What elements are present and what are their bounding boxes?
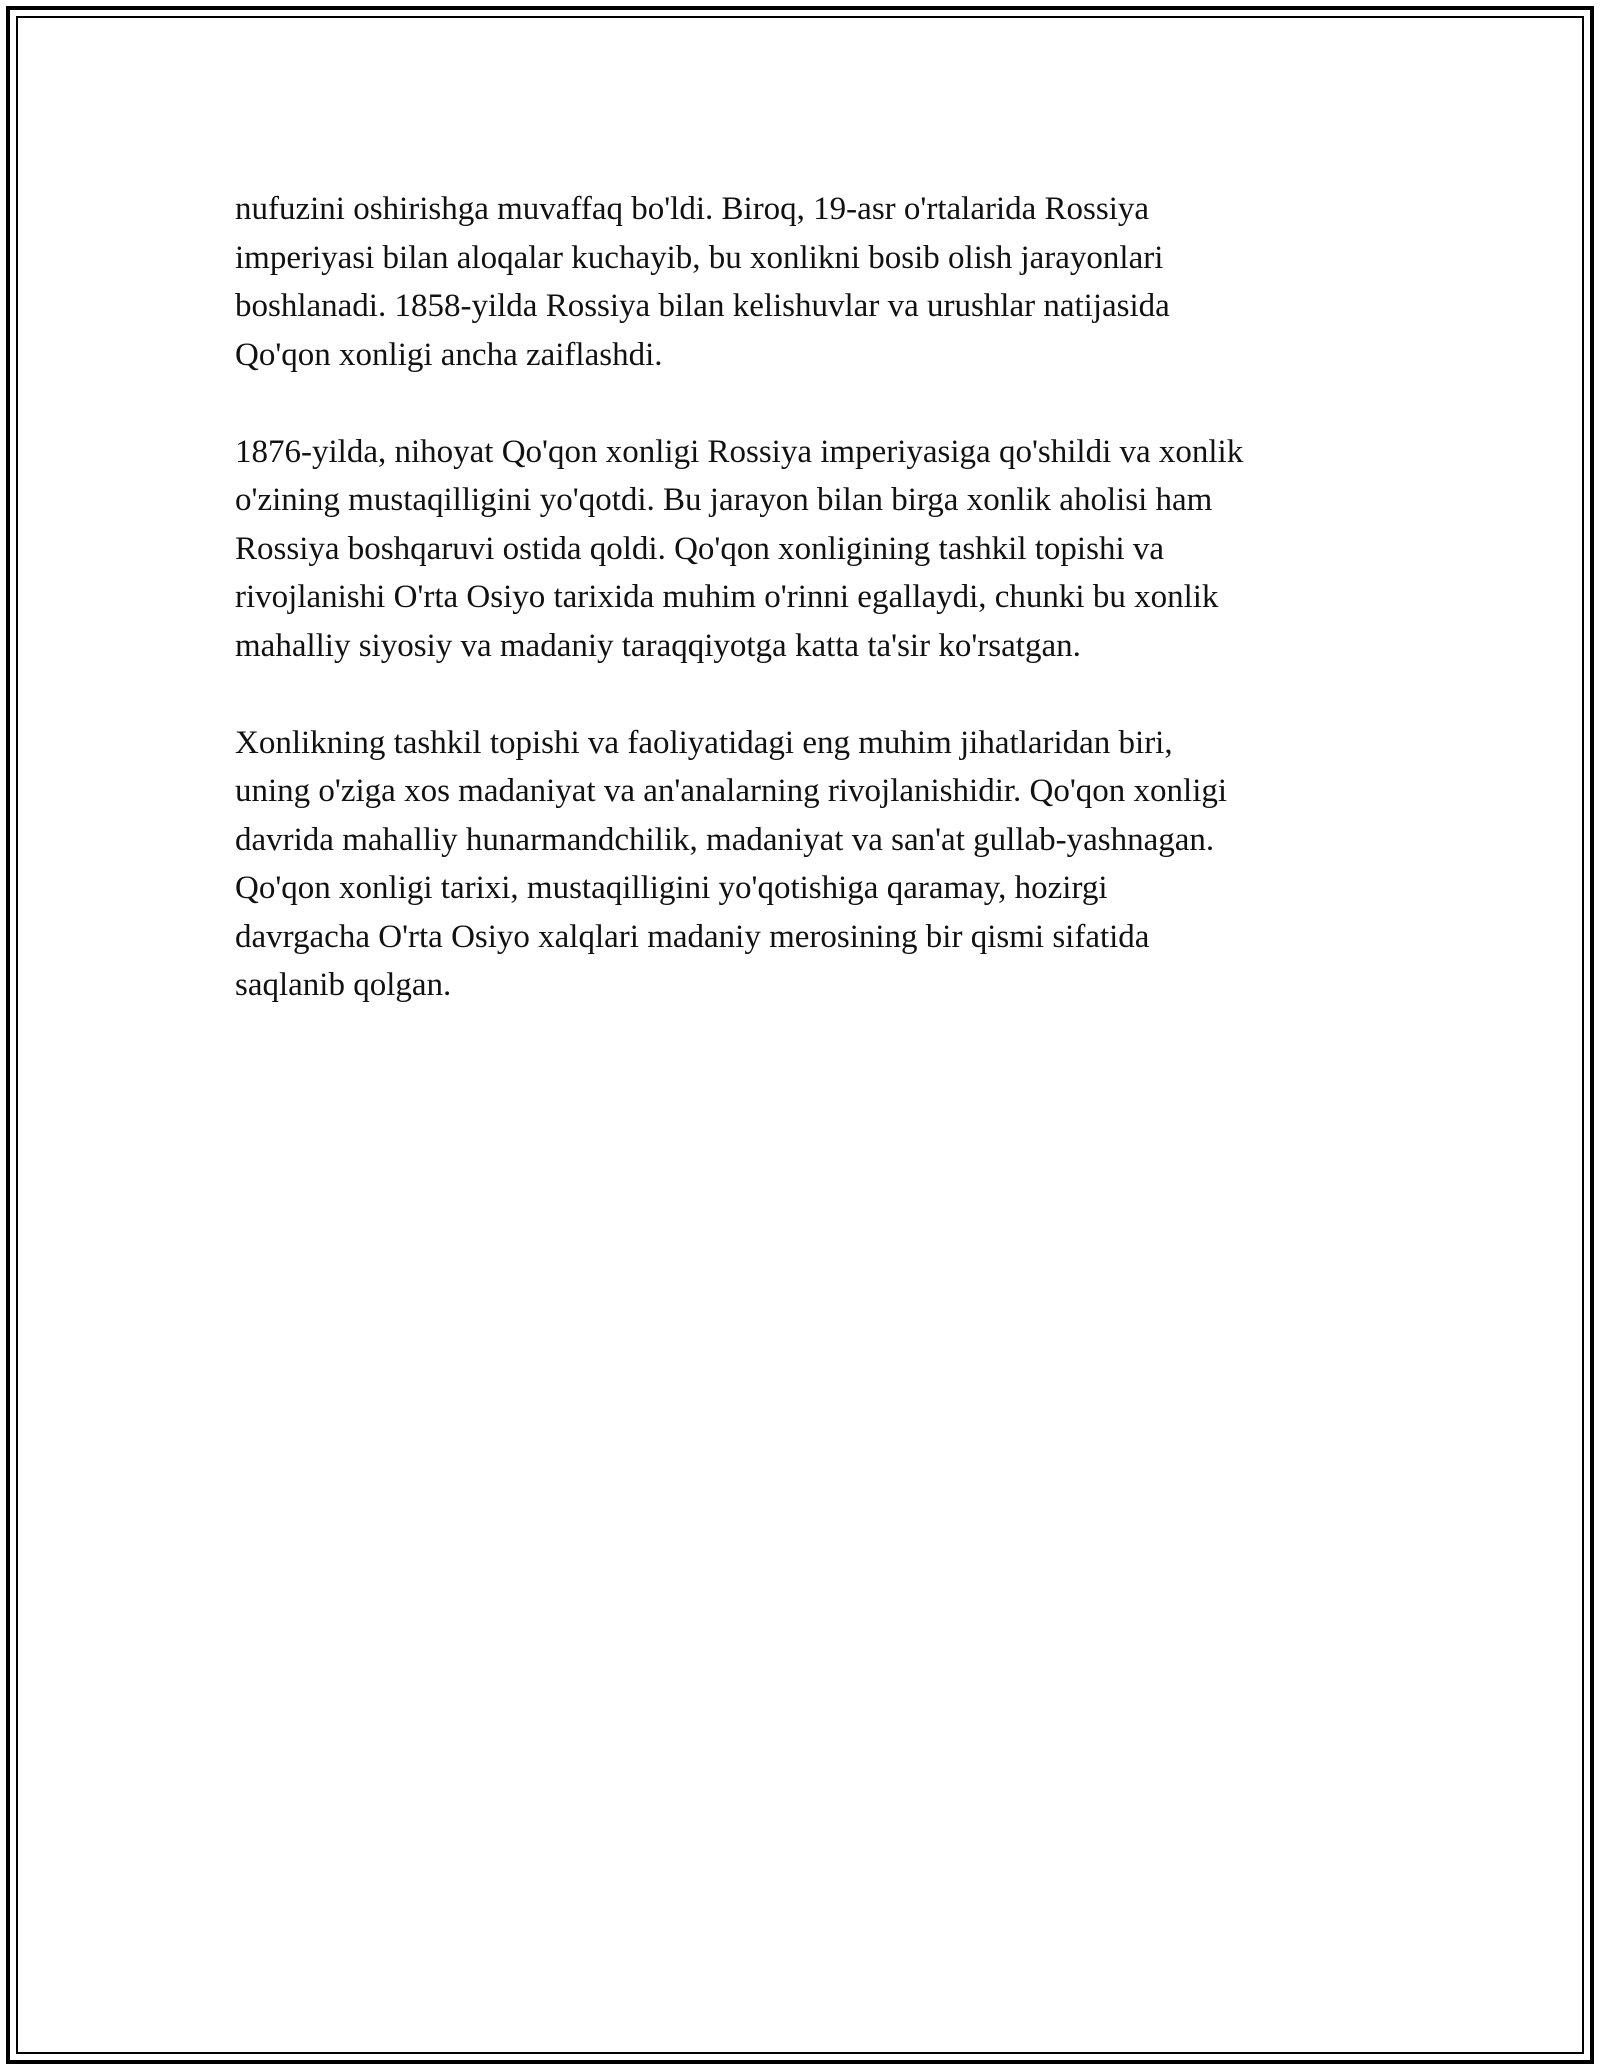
paragraph-2 xyxy=(235,428,1375,671)
text-line: Rossiya boshqaruvi ostida qoldi. Qo'qon xonligining tashkil topishi va xyxy=(235,530,1165,567)
text-line: uning o'ziga xos madaniyat va an'analarning rivojlanishidir. Qo'qon xonligi xyxy=(235,773,1228,809)
text-line: o'zining mustaqilligini yo'qotdi. Bu jarayon bilan birga xonlik aholisi ham xyxy=(235,482,1213,518)
paragraph-3 xyxy=(235,719,1375,1010)
text-line: Xonlikning tashkil topishi va faoliyatidagi eng muhim jihatlaridan biri, xyxy=(235,724,1173,761)
paragraph-1 xyxy=(235,185,1375,379)
text-line: rivojlanishi O'rta Osiyo tarixida muhim o'rinni egallaydi, chunki bu xonlik xyxy=(235,579,1219,615)
text-line: davrgacha O'rta Osiyo xalqlari madaniy merosining bir qismi sifatida xyxy=(235,918,1150,955)
text-line: boshlanadi. 1858-yilda Rossiya bilan kelishuvlar va urushlar natijasida xyxy=(235,288,1170,324)
document-body xyxy=(235,185,1375,1058)
text-line: mahalliy siyosiy va madaniy taraqqiyotga katta ta'sir ko'rsatgan. xyxy=(235,627,1081,664)
text-line: 1876-yilda, nihoyat Qo'qon xonligi Rossiya imperiyasiga qo'shildi va xonlik xyxy=(235,433,1244,470)
text-line: saqlanib qolgan. xyxy=(235,967,452,1003)
text-line: Qo'qon xonligi tarixi, mustaqilligini yo'qotishiga qaramay, hozirgi xyxy=(235,870,1108,906)
text-line: Qo'qon xonligi ancha zaiflashdi. xyxy=(235,336,663,373)
text-line: imperiyasi bilan aloqalar kuchayib, bu xonlikni bosib olish jarayonlari xyxy=(235,239,1164,276)
text-line: nufuzini oshirishga muvaffaq bo'ldi. Biroq, 19-asr o'rtalarida Rossiya xyxy=(235,191,1150,227)
text-line: davrida mahalliy hunarmandchilik, madaniyat va san'at gullab-yashnagan. xyxy=(235,821,1215,858)
